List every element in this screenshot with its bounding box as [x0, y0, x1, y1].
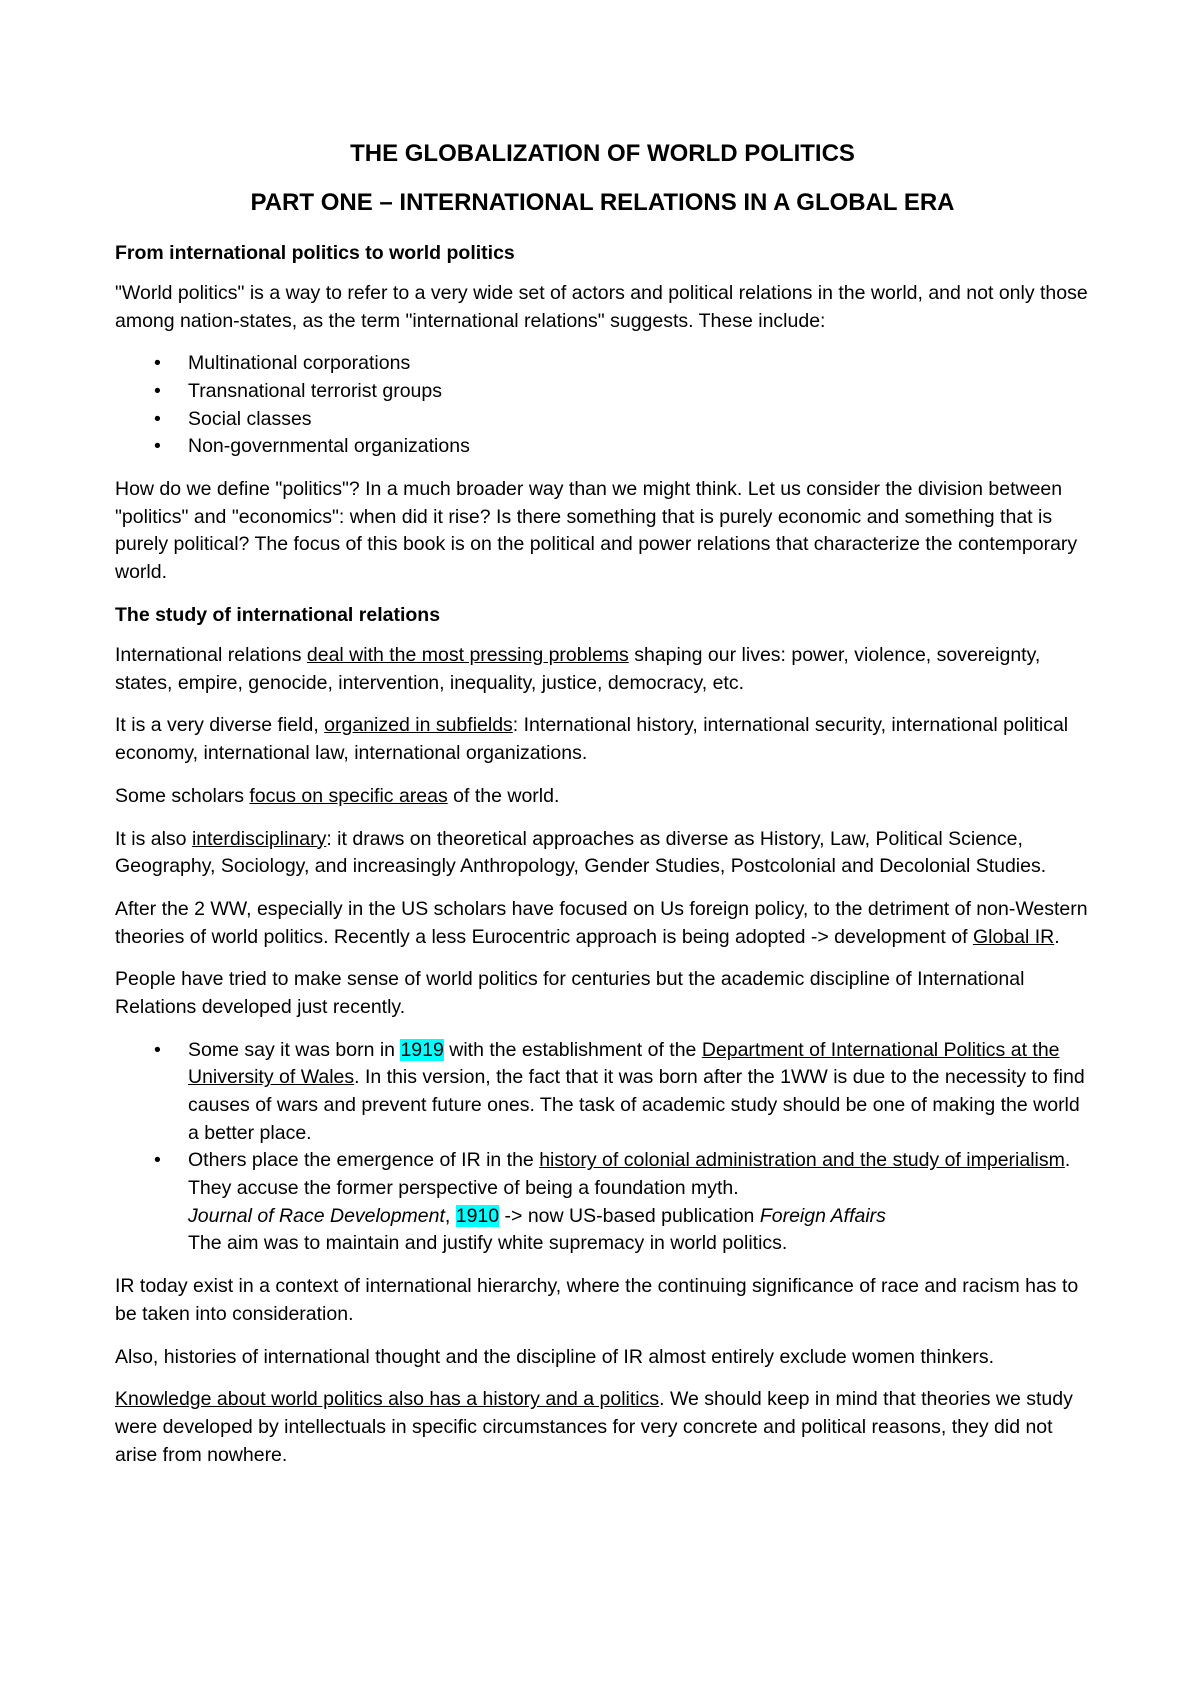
list-item: • Multinational corporations: [188, 350, 1090, 378]
document-title: THE GLOBALIZATION OF WORLD POLITICS: [350, 140, 855, 167]
text-run: shaping our lives: power, violence, sovereignty, states, empire, genocide, intervention, inequality, justice, democracy, etc.: [115, 644, 1041, 694]
text-run: International relations: [115, 644, 307, 667]
paragraph: Also, histories of international thought and the discipline of IR almost entirely exclude women thinkers.: [115, 1345, 995, 1368]
text-run: Others place the emergence of IR in the: [188, 1149, 540, 1172]
paragraph: [115, 783, 1090, 811]
paragraph: How do we define "politics"? In a much broader way than we might think. Let us consider the division between "politics" and "economics": when did it rise? Is there something that is purely economic and something that is purely political? The focus of this book is on the political and power relations that characterize the contemporary world.: [115, 478, 1078, 584]
text-run: : it draws on theoretical approaches as diverse as History, Law, Political Science, Geography, Sociology, and increasingly Anthropology, Gender Studies, Postcolonial and Decolonial Studies.: [115, 827, 1047, 878]
text-run: After the 2 WW, especially in the US scholars have focused on Us foreign policy, to the detriment of non-Western theories of world politics. Recently a less Eurocentric approach is being adopted -> development of: [115, 897, 1088, 948]
text-run: . In this version, the fact that it was born after the 1WW is due to the necessity to find causes of wars and prevent future ones. The task of academic study should be one of making the world a better place.: [188, 1066, 1085, 1144]
origins-list: [115, 1037, 1090, 1259]
paragraph: People have tried to make sense of world politics for centuries but the academic discipline of International Relations developed just recently.: [115, 968, 1025, 1018]
paragraph: "World politics" is a way to refer to a very wide set of actors and political relations in the world, and not only those among nation-states, as the term "international relations" suggests. These include:: [115, 281, 1088, 332]
underlined-text: Department of International Politics at the University of Wales: [188, 1038, 1060, 1089]
text-run: .: [1054, 925, 1060, 948]
underlined-text: Global IR: [972, 925, 1055, 948]
text-run: with the establishment of the: [443, 1038, 702, 1061]
text-run: Some scholars: [115, 784, 250, 807]
text-run: It is also: [115, 827, 192, 850]
text-run: of the world.: [447, 784, 560, 807]
text-run: . We should keep in mind that theories we study were developed by intellectuals in specific circumstances for very concrete and political reasons, they did not arise from nowhere.: [115, 1388, 1073, 1466]
highlighted-year: 1919: [400, 1038, 444, 1061]
list-item-1919: [188, 1037, 1090, 1148]
paragraph: [115, 642, 1090, 697]
document-page: [115, 140, 1090, 1484]
underlined-text: interdisciplinary: [191, 827, 327, 850]
highlighted-year: 1910: [455, 1204, 500, 1227]
document-subtitle: PART ONE – INTERNATIONAL RELATIONS IN A GLOBAL ERA: [250, 188, 955, 216]
underlined-text: focus on specific areas: [249, 784, 448, 807]
paragraph: [115, 896, 1090, 951]
list-item: • Non-governmental organizations: [188, 433, 1090, 461]
text-run: . They accuse the former perspective of being a foundation myth.: [188, 1149, 1071, 1200]
underlined-text: deal with the most pressing problems: [306, 644, 629, 667]
list-item-colonial: [188, 1147, 1090, 1258]
paragraph: [115, 826, 1090, 881]
text-run: The aim was to maintain and justify white supremacy in world politics.: [188, 1232, 788, 1255]
text-run: ,: [444, 1204, 456, 1227]
underlined-text: organized in subfields: [324, 714, 513, 737]
text-run: : International history, international security, international political economy, international law, international organizations.: [115, 714, 1069, 765]
paragraph: [115, 712, 1090, 767]
underlined-text: Knowledge about world politics also has a history and a politics: [115, 1388, 660, 1411]
list-item: • Transnational terrorist groups: [188, 378, 1090, 406]
text-run: It is a very diverse field,: [115, 714, 325, 737]
paragraph: IR today exist in a context of international hierarchy, where the continuing significance of race and racism has to be taken into consideration.: [115, 1275, 1079, 1325]
publication-title: Foreign Affairs: [759, 1204, 886, 1227]
paragraph: [115, 1386, 1090, 1469]
section-heading-study-ir: The study of international relations: [115, 603, 441, 626]
list-item: • Social classes: [188, 406, 1090, 434]
actors-list: [115, 350, 1090, 461]
text-run: -> now US-based publication: [499, 1204, 760, 1227]
underlined-text: history of colonial administration and the study of imperialism: [539, 1149, 1065, 1172]
section-heading-world-politics: From international politics to world politics: [115, 241, 515, 264]
text-run: Some say it was born in: [188, 1038, 401, 1061]
journal-title: Journal of Race Development: [188, 1204, 445, 1227]
